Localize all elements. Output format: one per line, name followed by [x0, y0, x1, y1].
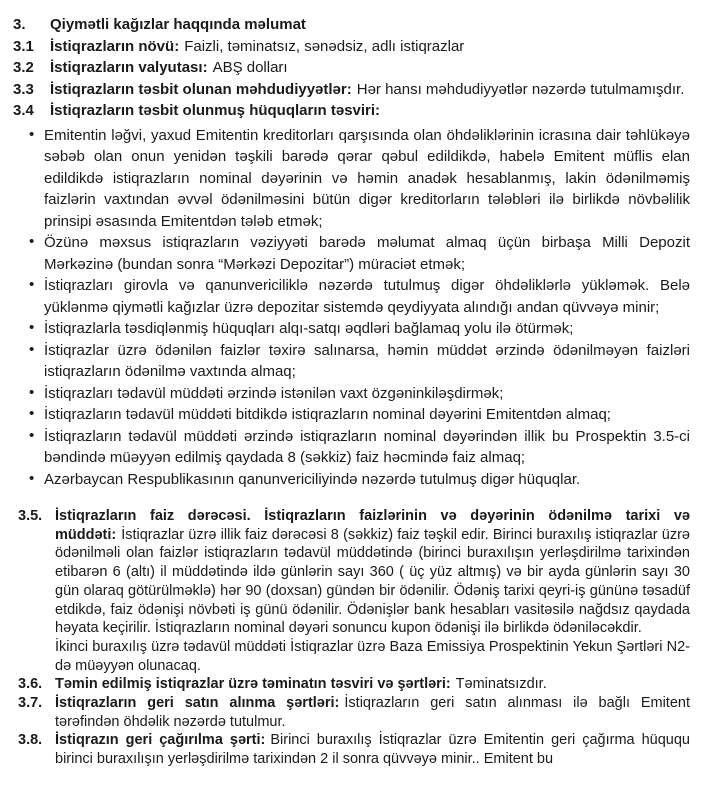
section-text: İstiqrazlar üzrə illik faiz dərəcəsi 8 (səkkiz) faiz təşkil edir. Birinci buraxılış istiqrazlar üzrə ödənilməli olan faizlər istiqrazların tədavül müddətində (birinci buraxılışın yerləşdirilmə tarixindən etibarən 6 (altı) il müddətində ildə günlərin sayı 360 ( üç yüz altmış) və bir ayda günlərin sayı 30 gün olaraq götürülməklə) hər 90 (doxsan) gündən bir ödənilir. Ödəniş tarixi qeyri-iş gününə təsadüf etdikdə, faiz ödənişi növbəti iş günü ödənilir. Ödənişlər bank hesabları vasitəsilə nağdsız qaydada həyata keçirilir. İstiqrazların nominal dəyəri sonuncu kupon ödənişi ilə birlikdə ödəniləcəkdir.: [55, 526, 690, 637]
list-item-text: İstiqrazlarla təsdiqlənmiş hüquqları alqı-satqı əqdləri bağlamaq yolu ilə ötürmək;: [44, 320, 574, 337]
section-text: Hər hansı məhdudiyyətlər nəzərdə tutulmamışdır.: [356, 80, 685, 98]
section-3-1: [3, 36, 690, 58]
bullet-icon: •: [29, 383, 35, 401]
section-number: 3.6.: [18, 676, 43, 693]
section-paragraph: İkinci buraxılış üzrə tədavül müddəti İstiqrazlar üzrə Baza Emissiya Prospektinin Yekun Şərtləri N2-də müəyyən olunacaq.: [55, 638, 690, 674]
section-number: 3.8.: [18, 732, 43, 749]
section-label: İstiqrazların təsbit olunmuş hüquqların təsviri:: [50, 102, 381, 119]
section-3-4: [3, 100, 690, 122]
section-3-7: [3, 694, 690, 731]
section-number: 3.: [13, 16, 26, 33]
section-label: İstiqrazların təsbit olunan məhdudiyyətlər:: [50, 80, 352, 98]
list-item: [3, 404, 690, 426]
section-3-2: [3, 57, 690, 79]
section-number: 3.3: [13, 80, 34, 98]
section-text: Faizli, təminatsız, sənədsiz, adlı istiqrazlar: [184, 37, 465, 55]
bullet-icon: •: [29, 469, 35, 487]
list-item: [3, 469, 690, 491]
section-label: Təmin edilmiş istiqrazlar üzrə təminatın təsviri və şərtləri:: [55, 676, 451, 693]
section-label: İstiqrazların valyutası:: [50, 59, 208, 76]
list-item-text: İstiqrazların tədavül müddəti bitdikdə istiqrazların nominal dəyərini Emitentdən almaq;: [44, 406, 611, 423]
section-text: ABŞ dolları: [212, 59, 288, 76]
section-label: İstiqrazın geri çağırılma şərti:: [55, 732, 266, 749]
bullet-icon: •: [29, 125, 35, 143]
terms-sections: [3, 507, 690, 769]
list-item: [3, 275, 690, 318]
list-item: [3, 232, 690, 275]
section-number: 3.1: [13, 37, 34, 55]
bondholder-rights-list: [3, 125, 690, 491]
section-text: Təminatsızdır.: [455, 676, 547, 693]
list-item-text: Özünə məxsus istiqrazların vəziyyəti barədə məlumat almaq üçün birbaşa Milli Depozit Mərkəzinə (bundan sonra “Mərkəzi Depozitar”) müraciət etmək;: [44, 234, 690, 273]
section-3-3: [3, 79, 690, 101]
list-item: [3, 383, 690, 405]
section-label: İstiqrazların faiz dərəcəsi. İstiqrazların faizlərinin və dəyərinin ödənilmə tarixi və müddəti:: [55, 508, 690, 543]
section-3-8: [3, 731, 690, 768]
section-number: 3.4: [13, 102, 34, 119]
list-item: [3, 426, 690, 469]
bullet-icon: •: [29, 426, 35, 444]
list-item: [3, 318, 690, 340]
list-item-text: Azərbaycan Respublikasının qanunvericiliyində nəzərdə tutulmuş digər hüquqlar.: [44, 470, 581, 488]
list-item-text: Emitentin ləğvi, yaxud Emitentin kreditorları qarşısında olan öhdəliklərinin icrasına dair təhlükəyə səbəb olan onun yenidən təşkili barədə qərar qəbul edildikdə, habelə Emitent müflis elan edildikdə istiqrazların nominal dəyərinin və həmin anadək hesablanmış, lakin ödənilməmiş faizlərin vaxtından əvvəl ödənilməsini bütün digər kreditorların tələbləri ilə birlikdə növbəlilik prinsipi əsasında Emitentdən tələb etmək;: [44, 126, 690, 230]
section-3-5: [3, 507, 690, 675]
section-title: Qiymətli kağızlar haqqında məlumat: [50, 16, 306, 33]
list-item-text: İstiqrazlar üzrə ödənilən faizlər təxirə salınarsa, həmin müddət ərzində ödənilməyən faizləri istiqrazların ödənilmə vaxtında almaq;: [44, 341, 690, 380]
section-number: 3.5.: [18, 508, 43, 524]
section-number: 3.7.: [18, 695, 43, 712]
bullet-icon: •: [29, 340, 35, 358]
section-number: 3.2: [13, 59, 34, 76]
list-item: [3, 340, 690, 383]
section-3-6: [3, 675, 690, 694]
bullet-icon: •: [29, 276, 35, 293]
list-item-text: İstiqrazları girovla və qanunvericiliklə nəzərdə tutulmuş digər öhdəliklərlə yükləmək. Belə yüklənmə qiymətli kağızlar üzrə depozitar sistemdə qeydiyyata alındığı andan qüvvəyə minir;: [44, 277, 690, 316]
section-label: İstiqrazların geri satın alınma şərtləri:: [55, 695, 340, 712]
securities-info-sections: [3, 14, 690, 122]
list-item-text: İstiqrazların tədavül müddəti ərzində istiqrazların nominal dəyərindən illik bu Prospektin 3.5-ci bəndində müəyyən edilmiş qaydada 8 (səkkiz) faiz həcmində faiz almaq;: [44, 427, 690, 466]
bullet-icon: •: [29, 405, 35, 422]
section-label: İstiqrazların növü:: [50, 37, 180, 55]
section-text: Birinci buraxılış İstiqrazlar üzrə Emitentin geri çağırma hüququ birinci buraxılışın yerləşdirilmə tarixindən 2 il sonra qüvvəyə minir.. Emitent bu: [55, 732, 690, 768]
bullet-icon: •: [29, 233, 35, 250]
bullet-icon: •: [29, 319, 35, 336]
section-3-heading: [3, 14, 690, 36]
section-text: İstiqrazların geri satın alınması ilə bağlı Emitent tərəfindən öhdəlik nəzərdə tutulmur.: [55, 695, 690, 730]
list-item-text: İstiqrazları tədavül müddəti ərzində istənilən vaxt özgəninkiləşdirmək;: [44, 384, 504, 402]
list-item: [3, 125, 690, 233]
